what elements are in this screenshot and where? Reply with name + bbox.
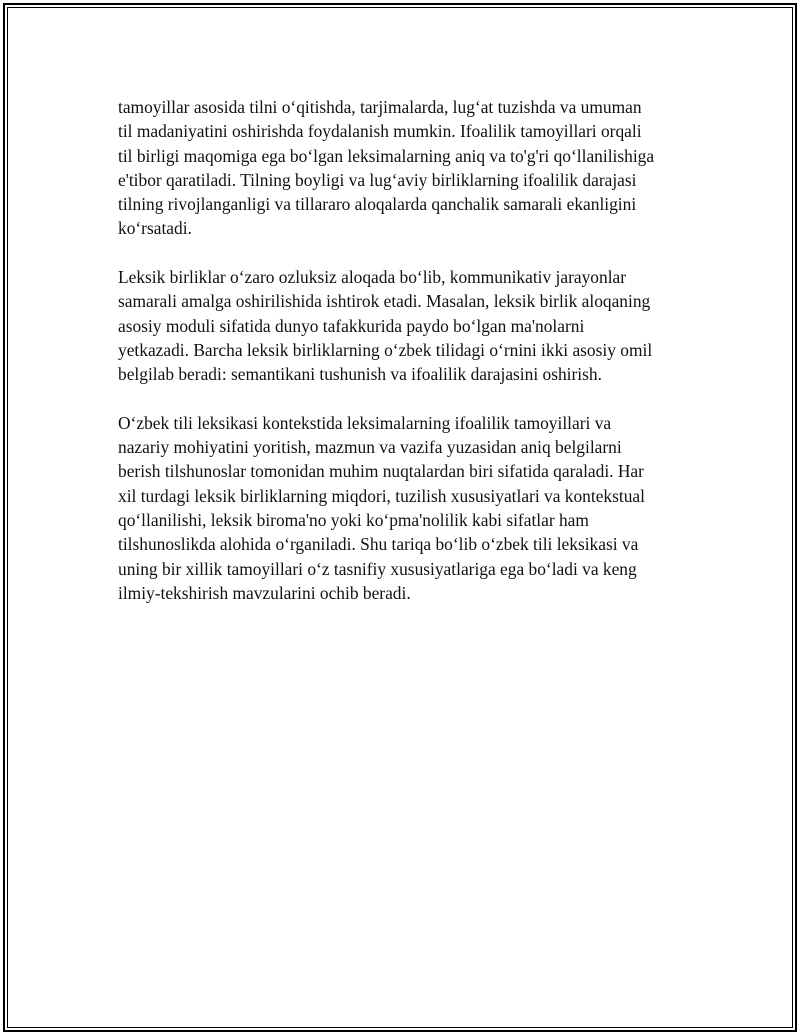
paragraph-3 (118, 411, 703, 605)
text-line: Leksik birliklar o‘zaro ozluksiz aloqada bo‘lib, kommunikativ jarayonlar (118, 267, 627, 288)
text-line: samarali amalga oshirilishida ishtirok etadi. Masalan, leksik birlik aloqaning (118, 291, 651, 312)
text-line: e'tibor qaratiladi. Tilning boyligi va lug‘aviy birliklarning ifoalilik darajasi (118, 169, 637, 190)
text-line: tilning rivojlanganligi va tillararo aloqalarda qanchalik samarali ekanligini (118, 194, 637, 215)
text-line: O‘zbek tili leksikasi kontekstida leksimalarning ifoalilik tamoyillari va (118, 412, 612, 433)
text-line: xil turdagi leksik birliklarning miqdori, tuzilish xususiyatlari va kontekstual (118, 485, 645, 506)
text-line: qo‘llanilishi, leksik biroma'no yoki ko‘pma'nolilik kabi sifatlar ham (118, 510, 589, 531)
text-line: berish tilshunoslar tomonidan muhim nuqtalardan biri sifatida qaraladi. Har (118, 461, 644, 482)
text-line: ko‘rsatadi. (118, 218, 192, 239)
text-line: uning bir xillik tamoyillari o‘z tasnifiy xususiyatlariga ega bo‘ladi va keng (118, 558, 637, 579)
text-line: til madaniyatini oshirishda foydalanish mumkin. Ifoalilik tamoyillari orqali (118, 121, 642, 142)
paragraph-1 (118, 95, 703, 241)
text-line: yetkazadi. Barcha leksik birliklarning o‘zbek tilidagi o‘rnini ikki asosiy omil (118, 339, 653, 360)
text-line: belgilab beradi: semantikani tushunish va ifoalilik darajasini oshirish. (118, 364, 602, 385)
text-line: ilmiy-tekshirish mavzularini ochib beradi. (118, 582, 411, 603)
text-line: asosiy moduli sifatida dunyo tafakkurida paydo bo‘lgan ma'nolarni (118, 315, 585, 336)
text-line: nazariy mohiyatini yoritish, mazmun va vazifa yuzasidan aniq belgilarni (118, 437, 622, 458)
text-line: tamoyillar asosida tilni o‘qitishda, tarjimalarda, lug‘at tuzishda va umuman (118, 97, 642, 117)
paragraph-2 (118, 265, 703, 386)
body-text (118, 95, 703, 630)
text-line: tilshunoslikda alohida o‘rganiladi. Shu tariqa bo‘lib o‘zbek tili leksikasi va (118, 534, 639, 555)
text-line: til birligi maqomiga ega bo‘lgan leksimalarning aniq va to'g'ri qo‘llanilishiga (118, 145, 655, 166)
